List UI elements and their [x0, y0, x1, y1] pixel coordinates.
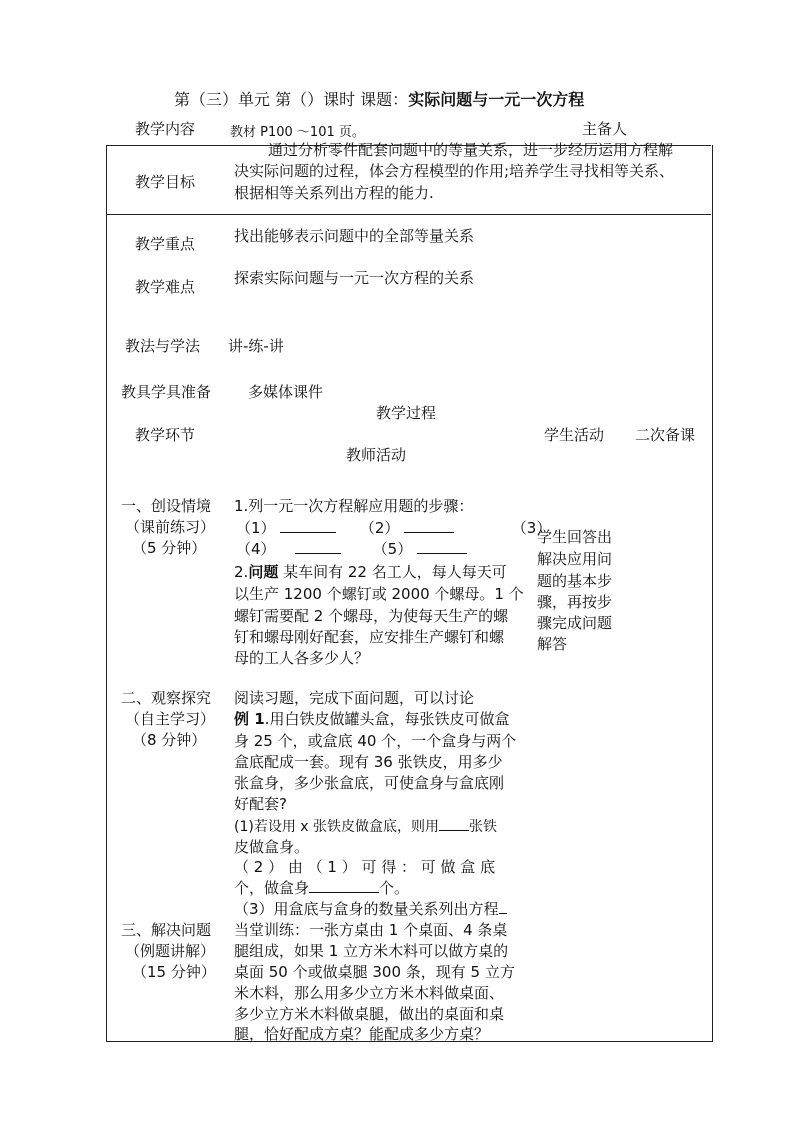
key-point-label: 教学重点: [135, 235, 196, 253]
problem-line-3: 螺钉需要配 2 个螺母，为使每天生产的螺: [234, 607, 509, 625]
example-text-1: .用白铁皮做罐头盒，每张铁皮可做盒: [264, 710, 510, 728]
section2-name: 二、观察探究: [121, 689, 212, 707]
sub-question-2-blank: [309, 878, 379, 893]
problem-number: 2.: [234, 563, 249, 581]
difficulty-text: 探索实际问题与一元一次方程的关系: [234, 269, 475, 287]
step-4-blank: [295, 539, 341, 554]
student-activity-line-6: 解答: [537, 635, 568, 653]
student-activity-line-3: 题的基本步: [537, 572, 613, 590]
example-label: 例 1: [234, 710, 265, 728]
sub-question-3-blank: [499, 899, 507, 914]
step-5-label: （5）: [372, 540, 413, 558]
step-5-blank: [417, 539, 467, 554]
sub-question-1-cont: 皮做盒身。: [234, 838, 310, 856]
steps-blanks-row-1: [236, 518, 551, 539]
process-heading: 教学过程: [376, 404, 437, 422]
title-topic: 实际问题与一元一次方程: [408, 90, 585, 109]
example-line-2: 身 25 个，或盒底 40 个，一个盒身与两个: [234, 732, 517, 750]
example-line-4: 张盒身，多少张盒底，可使盒身与盒底刚: [234, 774, 505, 792]
problem-line-2: 以生产 1200 个螺钉或 2000 个螺母。1 个: [234, 585, 524, 603]
practice-line-6: 腿，恰好配成方桌？能配成多少方桌？: [234, 1025, 490, 1043]
problem-line-4: 钉和螺母刚好配套，应安排生产螺钉和螺: [234, 628, 505, 646]
difficulty-label: 教学难点: [135, 278, 196, 296]
sub-question-3: [234, 899, 507, 920]
goal-text-line-1: 通过分析零件配套问题中的等量关系，进一步经历运用方程解: [268, 141, 674, 159]
steps-question: 1.列一元一次方程解应用题的步骤：: [234, 497, 474, 515]
preparer-label: 主备人: [582, 120, 628, 138]
sub-question-2-text: 个，做盒身: [234, 879, 310, 897]
example-intro: 阅读习题，完成下面问题，可以讨论: [234, 689, 475, 707]
section1-time: （5 分钟）: [132, 539, 207, 557]
section1-name: 一、创设情境: [121, 497, 212, 515]
method-label: 教法与学法: [125, 337, 201, 355]
sub-question-1-tail: 张铁: [469, 819, 498, 835]
method-text: 讲-练-讲: [228, 337, 284, 355]
tools-label: 教具学具准备: [121, 383, 212, 401]
example-line-3: 盒底配成一套。现有 36 张铁皮，用多少: [234, 753, 503, 771]
tools-text: 多媒体课件: [248, 383, 324, 401]
student-activity-heading: 学生活动: [544, 426, 605, 444]
sub-question-2: （ 2 ） 由 （ 1 ） 可 得 ： 可 做 盒 底: [234, 858, 496, 876]
section1-sub: （课前练习）: [125, 518, 216, 536]
section2-sub: （自主学习）: [125, 710, 216, 728]
problem-line-1: [234, 562, 507, 583]
sub-question-1-text: (1)若设用 x 张铁皮做盒底，则用: [234, 819, 440, 835]
goal-label: 教学目标: [135, 173, 196, 191]
step-2-label: （2）: [359, 519, 400, 537]
sub-question-1: [234, 816, 497, 838]
step-4-label: （4）: [236, 540, 276, 558]
student-activity-line-2: 解决应用问: [537, 550, 613, 568]
section3-name: 三、解决问题: [121, 921, 212, 939]
problem-word: 问题: [248, 563, 279, 581]
key-point-text: 找出能够表示问题中的全部等量关系: [234, 227, 475, 245]
title-prefix: 第（三）单元 第（）课时 课题：: [174, 90, 409, 109]
goal-text-line-3: 根据相等关系列出方程的能力.: [234, 184, 434, 202]
section2-time: （8 分钟）: [132, 731, 207, 749]
student-activity-line-4: 骤，再按步: [537, 593, 613, 611]
step-1-label: （1）: [236, 519, 276, 537]
step-2-blank: [404, 518, 454, 533]
sub-question-3-text: （3）用盒底与盒身的数量关系列出方程: [234, 900, 499, 918]
practice-line-2: 腿组成，如果 1 立方米木料可以做方桌的: [234, 942, 509, 960]
practice-line-1: 当堂训练：一张方桌由 1 个桌面、4 条桌: [234, 921, 508, 939]
sub-question-2-tail: 个。: [379, 879, 410, 897]
page-title: [174, 87, 584, 110]
example-line-5: 好配套?: [234, 795, 287, 813]
sub-question-2-cont: [234, 878, 409, 899]
section3-time: （15 分钟）: [132, 963, 216, 981]
step-3-label: （3）: [511, 519, 552, 537]
content-label: 教学内容: [135, 120, 196, 138]
steps-blanks-row-2: [236, 539, 467, 560]
step-heading: 教学环节: [135, 426, 196, 444]
student-activity-line-1: 学生回答出: [537, 528, 613, 546]
section3-sub: （例题讲解）: [125, 942, 216, 960]
sub-question-1-blank: [439, 816, 469, 831]
problem-text-1: 某车间有 22 名工人，每人每天可: [283, 563, 507, 581]
practice-line-4: 米木料，那么用多少立方米木料做桌面、: [234, 984, 505, 1002]
example-line-1: [234, 709, 509, 730]
goal-text-line-2: 决实际问题的过程，体会方程模型的作用;培养学生寻找相等关系、: [234, 162, 675, 180]
step-1-blank: [280, 518, 336, 533]
problem-line-5: 母的工人各多少人？: [234, 649, 370, 667]
row-divider-goal: [106, 214, 711, 215]
student-activity-line-5: 骤完成问题: [537, 614, 613, 632]
second-prep-heading: 二次备课: [635, 426, 696, 444]
practice-line-3: 桌面 50 个或做桌腿 300 条，现有 5 立方: [234, 963, 515, 981]
practice-line-5: 多少立方米木料做桌腿，做出的桌面和桌: [234, 1005, 505, 1023]
teacher-activity-heading: 教师活动: [346, 446, 407, 464]
content-value: 教材 P100 ～101 页。: [230, 125, 365, 140]
